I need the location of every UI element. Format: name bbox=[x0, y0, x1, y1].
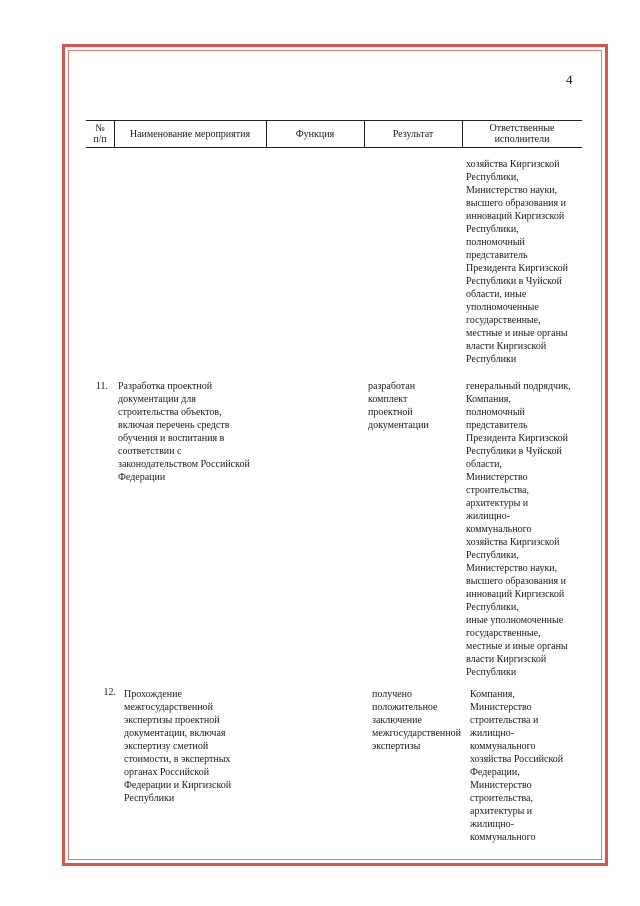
page-number: 4 bbox=[566, 72, 573, 87]
row-number: 11. bbox=[95, 381, 108, 392]
row-name: Разработка проектной документации для строительства объектов, включая перечень средств обучения и воспитания в соответствии с законодательством Российской Федерации bbox=[118, 381, 250, 483]
header-result: Результат bbox=[392, 128, 434, 140]
header-num: № п/п bbox=[93, 123, 107, 145]
row-result: разработан комплект проектной документации bbox=[368, 381, 429, 431]
header-name: Наименование мероприятия bbox=[129, 128, 251, 140]
row-name: Прохождение межгосударственной экспертизы проектной документации, включая экспертизу сметной стоимости, в экспертных органах Российской Федерации и Киргизской Республики bbox=[124, 689, 232, 804]
header-function: Функция bbox=[295, 128, 335, 140]
row-executors: генеральный подрядчик, Компания, полномочный представитель Президента Киргизской Республики в Чуйской области, Министерство строительства, архитектуры и жилищно- коммунального хозяйства Киргизской Республики, Министерство науки, высшего образования и инноваций Киргизской Республики, иные уполномоченные государственные, местные и иные органы власти Киргизской Республики bbox=[466, 381, 571, 678]
continued-executors: хозяйства Киргизской Республики, Министерство науки, высшего образования и инноваций Киргизской Республики, полномочный представитель Президента Киргизской Республики в Чуйской области, иные уполномоченные государственные, местные и иные органы власти Киргизской Республики bbox=[466, 159, 568, 365]
header-executors: Ответственные исполнители bbox=[489, 123, 555, 145]
row-executors: Компания, Министерство строительства и жилищно- коммунального хозяйства Российской Федерации, Министерство строительства, архитектуры и жилищно- коммунального bbox=[470, 689, 564, 843]
row-number: 12. bbox=[103, 687, 116, 698]
row-result: получено положительное заключение межгосударственной экспертизы bbox=[372, 689, 461, 752]
